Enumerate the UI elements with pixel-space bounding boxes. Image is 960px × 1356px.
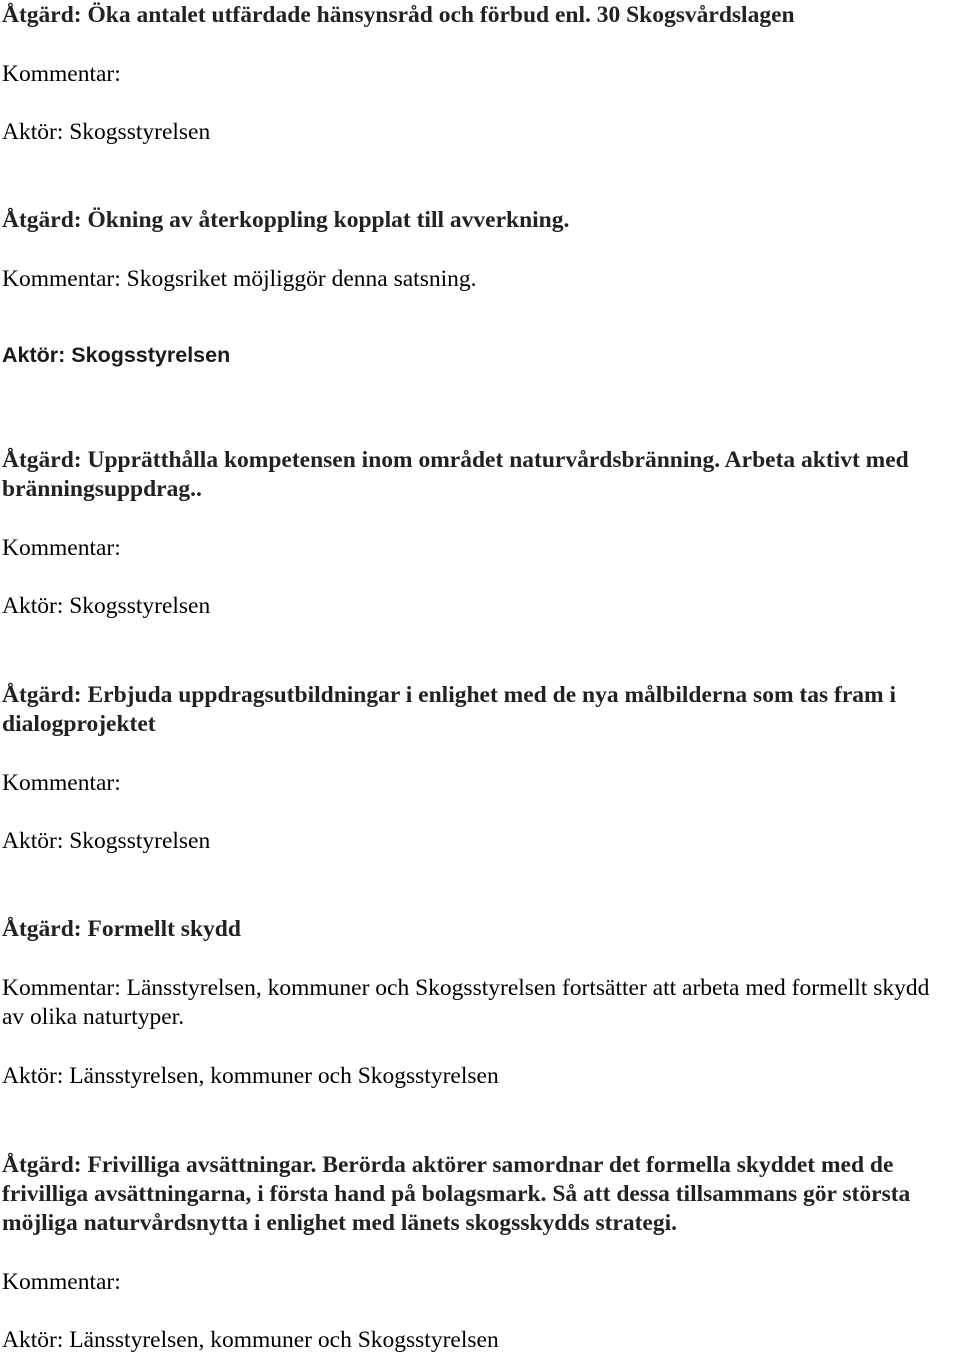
aktor-6: Aktör: Länsstyrelsen, kommuner och Skogsstyrelsen: [2, 1327, 499, 1353]
aktor-3: Aktör: Skogsstyrelsen: [2, 593, 211, 619]
atgard-1: Åtgärd: Öka antalet utfärdade hänsynsråd och förbud enl. 30 Skogsvårdslagen: [2, 2, 795, 28]
kommentar-4: Kommentar:: [2, 770, 121, 796]
aktor-1: Aktör: Skogsstyrelsen: [2, 119, 211, 145]
atgard-5: Åtgärd: Formellt skydd: [2, 916, 241, 942]
aktor-5: Aktör: Länsstyrelsen, kommuner och Skogsstyrelsen: [2, 1063, 499, 1089]
aktor-4: Aktör: Skogsstyrelsen: [2, 828, 211, 854]
kommentar-1: Kommentar:: [2, 61, 121, 87]
kommentar-5: Kommentar: Länsstyrelsen, kommuner och Skogsstyrelsen fortsätter att arbeta med formellt skydd av olika naturtyper.: [2, 975, 930, 1030]
atgard-6: Åtgärd: Frivilliga avsättningar. Berörda aktörer samordnar det formella skyddet med de frivilliga avsättningarna, i första hand på bolagsmark. Så att dessa tillsammans gör största möjliga naturvårdsnytta i enlighet med länets skogsskydds strategi.: [2, 1152, 911, 1236]
aktor-2: Aktör: Skogsstyrelsen: [2, 343, 231, 367]
atgard-4: Åtgärd: Erbjuda uppdragsutbildningar i enlighet med de nya målbilderna som tas fram i dialogprojektet: [2, 682, 896, 737]
kommentar-3: Kommentar:: [2, 535, 121, 561]
kommentar-6: Kommentar:: [2, 1269, 121, 1295]
atgard-3: Åtgärd: Upprätthålla kompetensen inom området naturvårdsbränning. Arbeta aktivt med bränningsuppdrag..: [2, 447, 909, 502]
atgard-2: Åtgärd: Ökning av återkoppling kopplat till avverkning.: [2, 207, 570, 233]
kommentar-2: Kommentar: Skogsriket möjliggör denna satsning.: [2, 266, 477, 292]
